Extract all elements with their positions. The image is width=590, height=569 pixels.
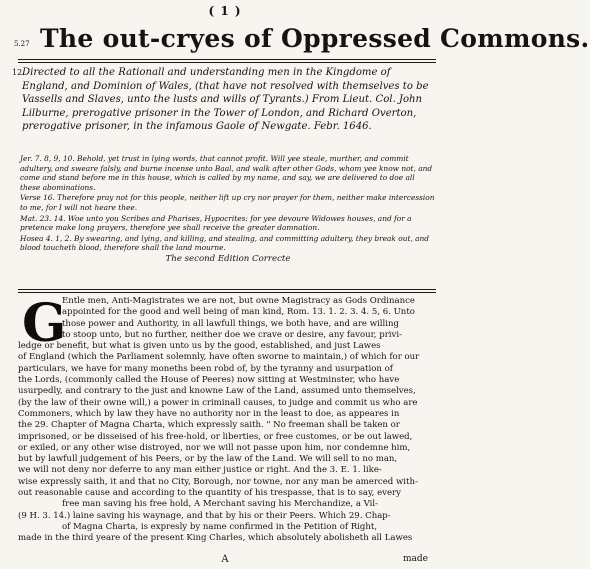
body-text (18, 293, 436, 545)
section-rule-top (18, 289, 436, 290)
scripture-quotations (20, 154, 436, 264)
body-line: wise expressly saith, it and that no City, Borough, nor towne, nor any man be amerced with- (18, 476, 418, 487)
body-line: of Magna Charta, is expresly by name confirmed in the Petition of Right, (62, 521, 378, 532)
page-title: The out-cryes of Oppressed Commons. (40, 24, 590, 53)
scripture-jeremiah: Jer. 7. 8, 9, 10. Behold, yet trust in lying words, that cannot profit. Will yee steale, murther, and commit adultery, and sweare falsly, and burne incense unto Baal, and walk after other Gods, whom yee know not, and come and stand before me in this house, which is called by my name, and say, we are delivered to doe all these abominations. (20, 154, 433, 192)
scripture-matthew: Mat. 23. 14. Woe unto you Scribes and Pharises, Hypocrites: for yee devoure Widowes houses, and for a pretence make long prayers, therefore yee shall receive the greater damnation. (20, 213, 412, 233)
edition-note: The second Edition Correcte (165, 253, 291, 264)
title-margin-note: 5.27 (14, 40, 30, 48)
body-line: Commoners, which by law they have no authority nor in the least to doe, as appeares in (18, 408, 400, 419)
catchword: made (403, 554, 428, 564)
body-line: the 29. Chapter of Magna Charta, which expressly saith. " No freeman shall be taken or (18, 420, 400, 431)
body-line: to stoop unto, but no further, neither doe we crave or desire, any favour, privi- (62, 329, 402, 340)
title-rule-top (18, 59, 436, 60)
page-footer (0, 554, 450, 566)
body-line: particulars, we have for many moneths been robd of, by the tyranny and usurpation of (18, 363, 393, 374)
subtitle: Directed to all the Rationall and understanding men in the Kingdome of England, and Dominion of Wales, (that have not resolved with themselves to be Vassells and Slaves, unto the lusts and wills of Tyrants.) From Lieut. Col. John Lilburne, prerogative prisoner in the Tower of London, and Richard Overton, prerogative prisoner, in the infamous Gaole of Newgate. Febr. 1646. (22, 67, 429, 132)
section-rule-bottom (18, 292, 436, 293)
body-line: of England (which the Parliament solemnly, have often sworne to maintain,) of which for our (18, 352, 420, 363)
drop-cap: G (22, 293, 67, 354)
body-line: made in the third yeare of the present King Charles, which absolutely abolisheth all Lawes (18, 533, 413, 544)
body-line: or exiled, or any other wise distroyed, nor we will not passe upon him, nor condemne him, (18, 442, 411, 453)
title-row (14, 24, 590, 58)
body-line: out reasonable cause and according to the quantity of his trespasse, that is to say, every (18, 488, 401, 499)
body-line: imprisoned, or be disseised of his free-hold, or liberties, or free customes, or be out lawed, (18, 431, 413, 442)
body-line: those power and Authority, in all lawfull things, we both have, and are willing (62, 318, 399, 329)
body-line: usurpedly, and contrary to the just and knowne Law of the Land, assumed unto themselves, (18, 386, 416, 397)
title-rule-bottom (18, 62, 436, 63)
body-line: ledge or benefit, but what is given unto us by the good, established, and just Lawes (18, 341, 381, 352)
body-line: appointed for the good and well being of man kind, Rom. 13. 1. 2. 3. 4. 5, 6. Unto (62, 307, 415, 318)
subtitle-margin-note: 12 (12, 68, 23, 77)
scripture-hosea: Hosea 4. 1, 2. By swearing, and lying, and killing, and stealing, and committing adultery, they break out, and blood toucheth blood, therefore shall the land mourne. (20, 233, 430, 253)
body-line: Entle men, Anti-Magistrates we are not, but owne Magistracy as Gods Ordinance (62, 296, 415, 306)
scripture-verse-16: Verse 16. Therefore pray not for this people, neither lift up cry nor prayer for them, neither make intercession to me, for I will not heare thee. (20, 193, 435, 212)
body-line: free man saving his free hold, A Merchant saving his Merchandize, a Vil- (62, 499, 379, 510)
body-line: but by lawfull judgement of his Peers, or by the law of the Land. We will sell to no man, (18, 454, 398, 465)
body-line: (9 H. 3. 14.) laine saving his waynage, and that by his or their Peers. Which 29. Chap- (18, 510, 391, 521)
body-line: the Lords, (commonly called the House of Peeres) now sitting at Westminster, who have (18, 375, 400, 386)
subtitle-block (12, 66, 438, 134)
signature-mark: A (221, 554, 229, 565)
body-line: (by the law of their owne will,) a power in criminall causes, to judge and commit us who are (18, 397, 418, 408)
body-line: we will not deny nor deferre to any man either justice or right. And the 3. E. 1. like- (18, 465, 382, 476)
page-number: ( 1 ) (208, 4, 242, 18)
